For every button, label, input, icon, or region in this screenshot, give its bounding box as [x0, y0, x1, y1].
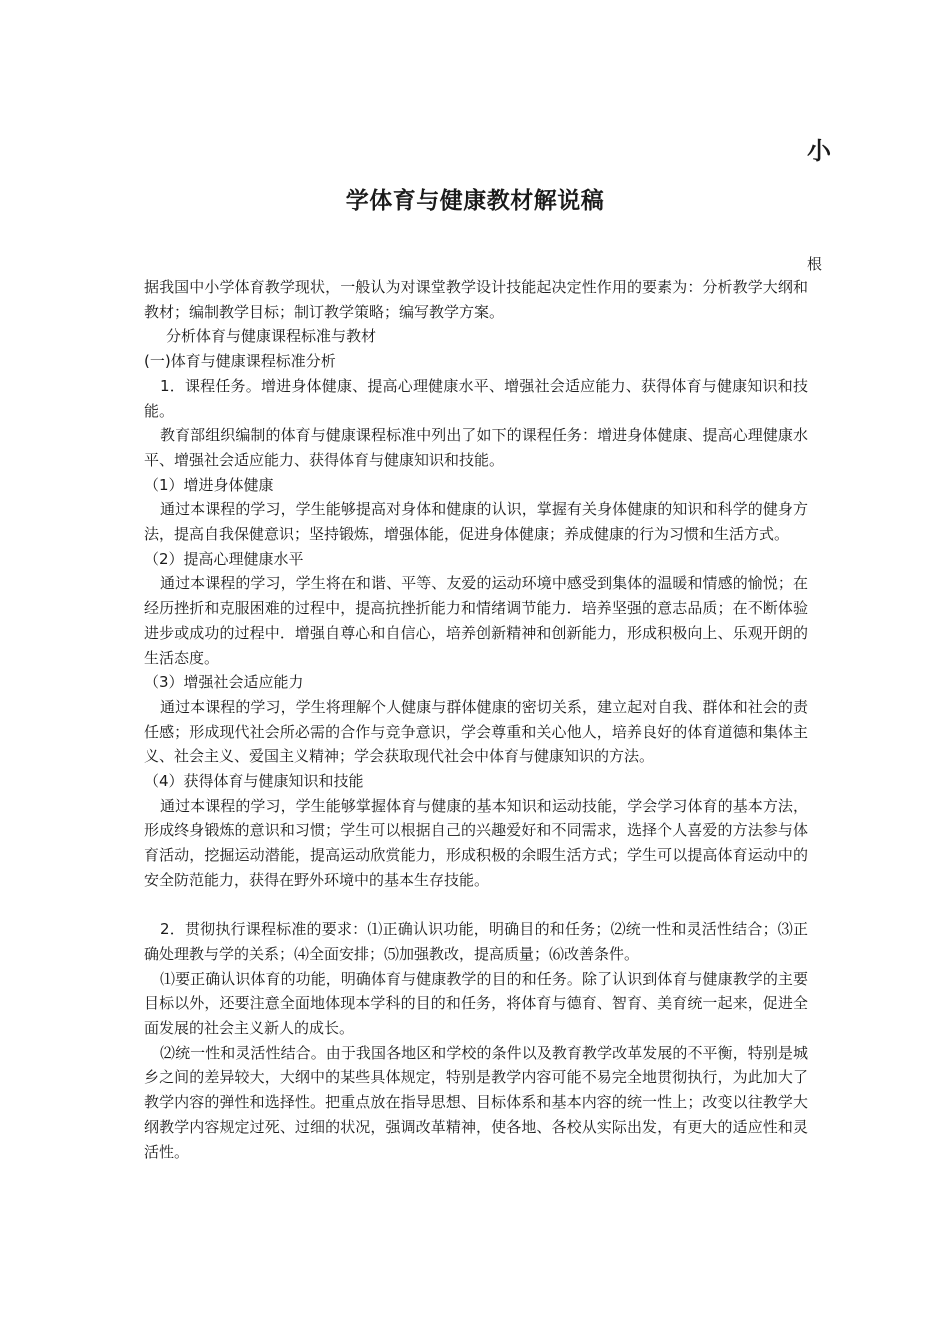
paragraph-intro: 据我国中小学体育教学现状，一般认为对课堂教学设计技能起决定性作用的要素为：分析教学大纲和教材；编制教学目标；制订教学策略；编写教学方案。 — [144, 278, 808, 321]
paragraph-requirement-2: ⑵统一性和灵活性结合。由于我国各地区和学校的条件以及教育教学改革发展的不平衡，特别是城乡之间的差异较大，大纲中的某些具体规定，特别是教学内容可能不易完全地贯彻执行，为此加大了教学内容的弹性和选择性。把重点放在指导思想、目标体系和基本内容的统一性上；改变以往教学大纲教学内容规定过死、过细的状况，强调改革精神，使各地、各校从实际出发，有更大的适应性和灵活性。 — [144, 1043, 808, 1161]
paragraph-standards: 教育部组织编制的体育与健康课程标准中列出了如下的课程任务：增进身体健康、提高心理健康水平、增强社会适应能力、获得体育与健康知识和技能。 — [144, 426, 808, 469]
paragraph-item-2: 通过本课程的学习，学生将在和谐、平等、友爱的运动环境中感受到集体的温暖和情感的愉悦；在经历挫折和克服困难的过程中，提高抗挫折能力和情绪调节能力．培养坚强的意志品质；在不断体验进步或成功的过程中．增强自尊心和自信心，培养创新精神和创新能力，形成积极向上、乐观开朗的生活态度。 — [144, 574, 808, 667]
paragraph-item-3: 通过本课程的学习，学生将理解个人健康与群体健康的密切关系，建立起对自我、群体和社会的责任感；形成现代社会所必需的合作与竞争意识，学会尊重和关心他人，培养良好的体育道德和集体主义、社会主义、爱国主义精神；学会获取现代社会中体育与健康知识的方法。 — [144, 697, 808, 766]
blank-line — [144, 893, 808, 918]
paragraph-requirements: 2．贯彻执行课程标准的要求：⑴正确认识功能，明确目的和任务；⑵统一性和灵活性结合；⑶正确处理教与学的关系；⑷全面安排；⑸加强教改，提高质量；⑹改善条件。 — [144, 920, 808, 963]
paragraph-item-4: 通过本课程的学习，学生能够掌握体育与健康的基本知识和运动技能，学会学习体育的基本方法，形成终身锻炼的意识和习惯；学生可以根据自己的兴趣爱好和不同需求，选择个人喜爱的方法参与体育活动，挖掘运动潜能，提高运动欣赏能力，形成积极的余暇生活方式；学生可以提高体育运动中的安全防范能力，获得在野外环境中的基本生存技能。 — [144, 796, 808, 889]
section-heading: 分析体育与健康课程标准与教材 — [166, 327, 377, 346]
paragraph-requirement-1: ⑴要正确认识体育的功能，明确体育与健康教学的目的和任务。除了认识到体育与健康教学的主要目标以外，还要注意全面地体现本学科的目的和任务，将体育与德育、智育、美育统一起来，促进全面发展的社会主义新人的成长。 — [144, 969, 808, 1038]
document-body — [144, 275, 808, 1164]
paragraph-course-tasks: 1．课程任务。增进身体健康、提高心理健康水平、增强社会适应能力、获得体育与健康知识和技能。 — [144, 376, 808, 420]
paragraph-item-1: 通过本课程的学习，学生能够提高对身体和健康的认识，掌握有关身体健康的知识和科学的健身方法，提高自我保健意识；坚持锻炼，增强体能，促进身体健康；养成健康的行为习惯和生活方式。 — [144, 500, 808, 544]
item-heading-2: （2）提高心理健康水平 — [144, 549, 304, 568]
item-heading-4: （4）获得体育与健康知识和技能 — [144, 772, 364, 791]
lead-first-char: 根 — [807, 255, 823, 273]
item-heading-3: （3）增强社会适应能力 — [144, 673, 304, 692]
subsection-heading: (一)体育与健康课程标准分析 — [144, 352, 336, 371]
title-first-char: 小 — [807, 137, 831, 165]
document-title: 学体育与健康教材解说稿 — [345, 188, 605, 214]
item-heading-1: （1）增进身体健康 — [144, 475, 274, 494]
